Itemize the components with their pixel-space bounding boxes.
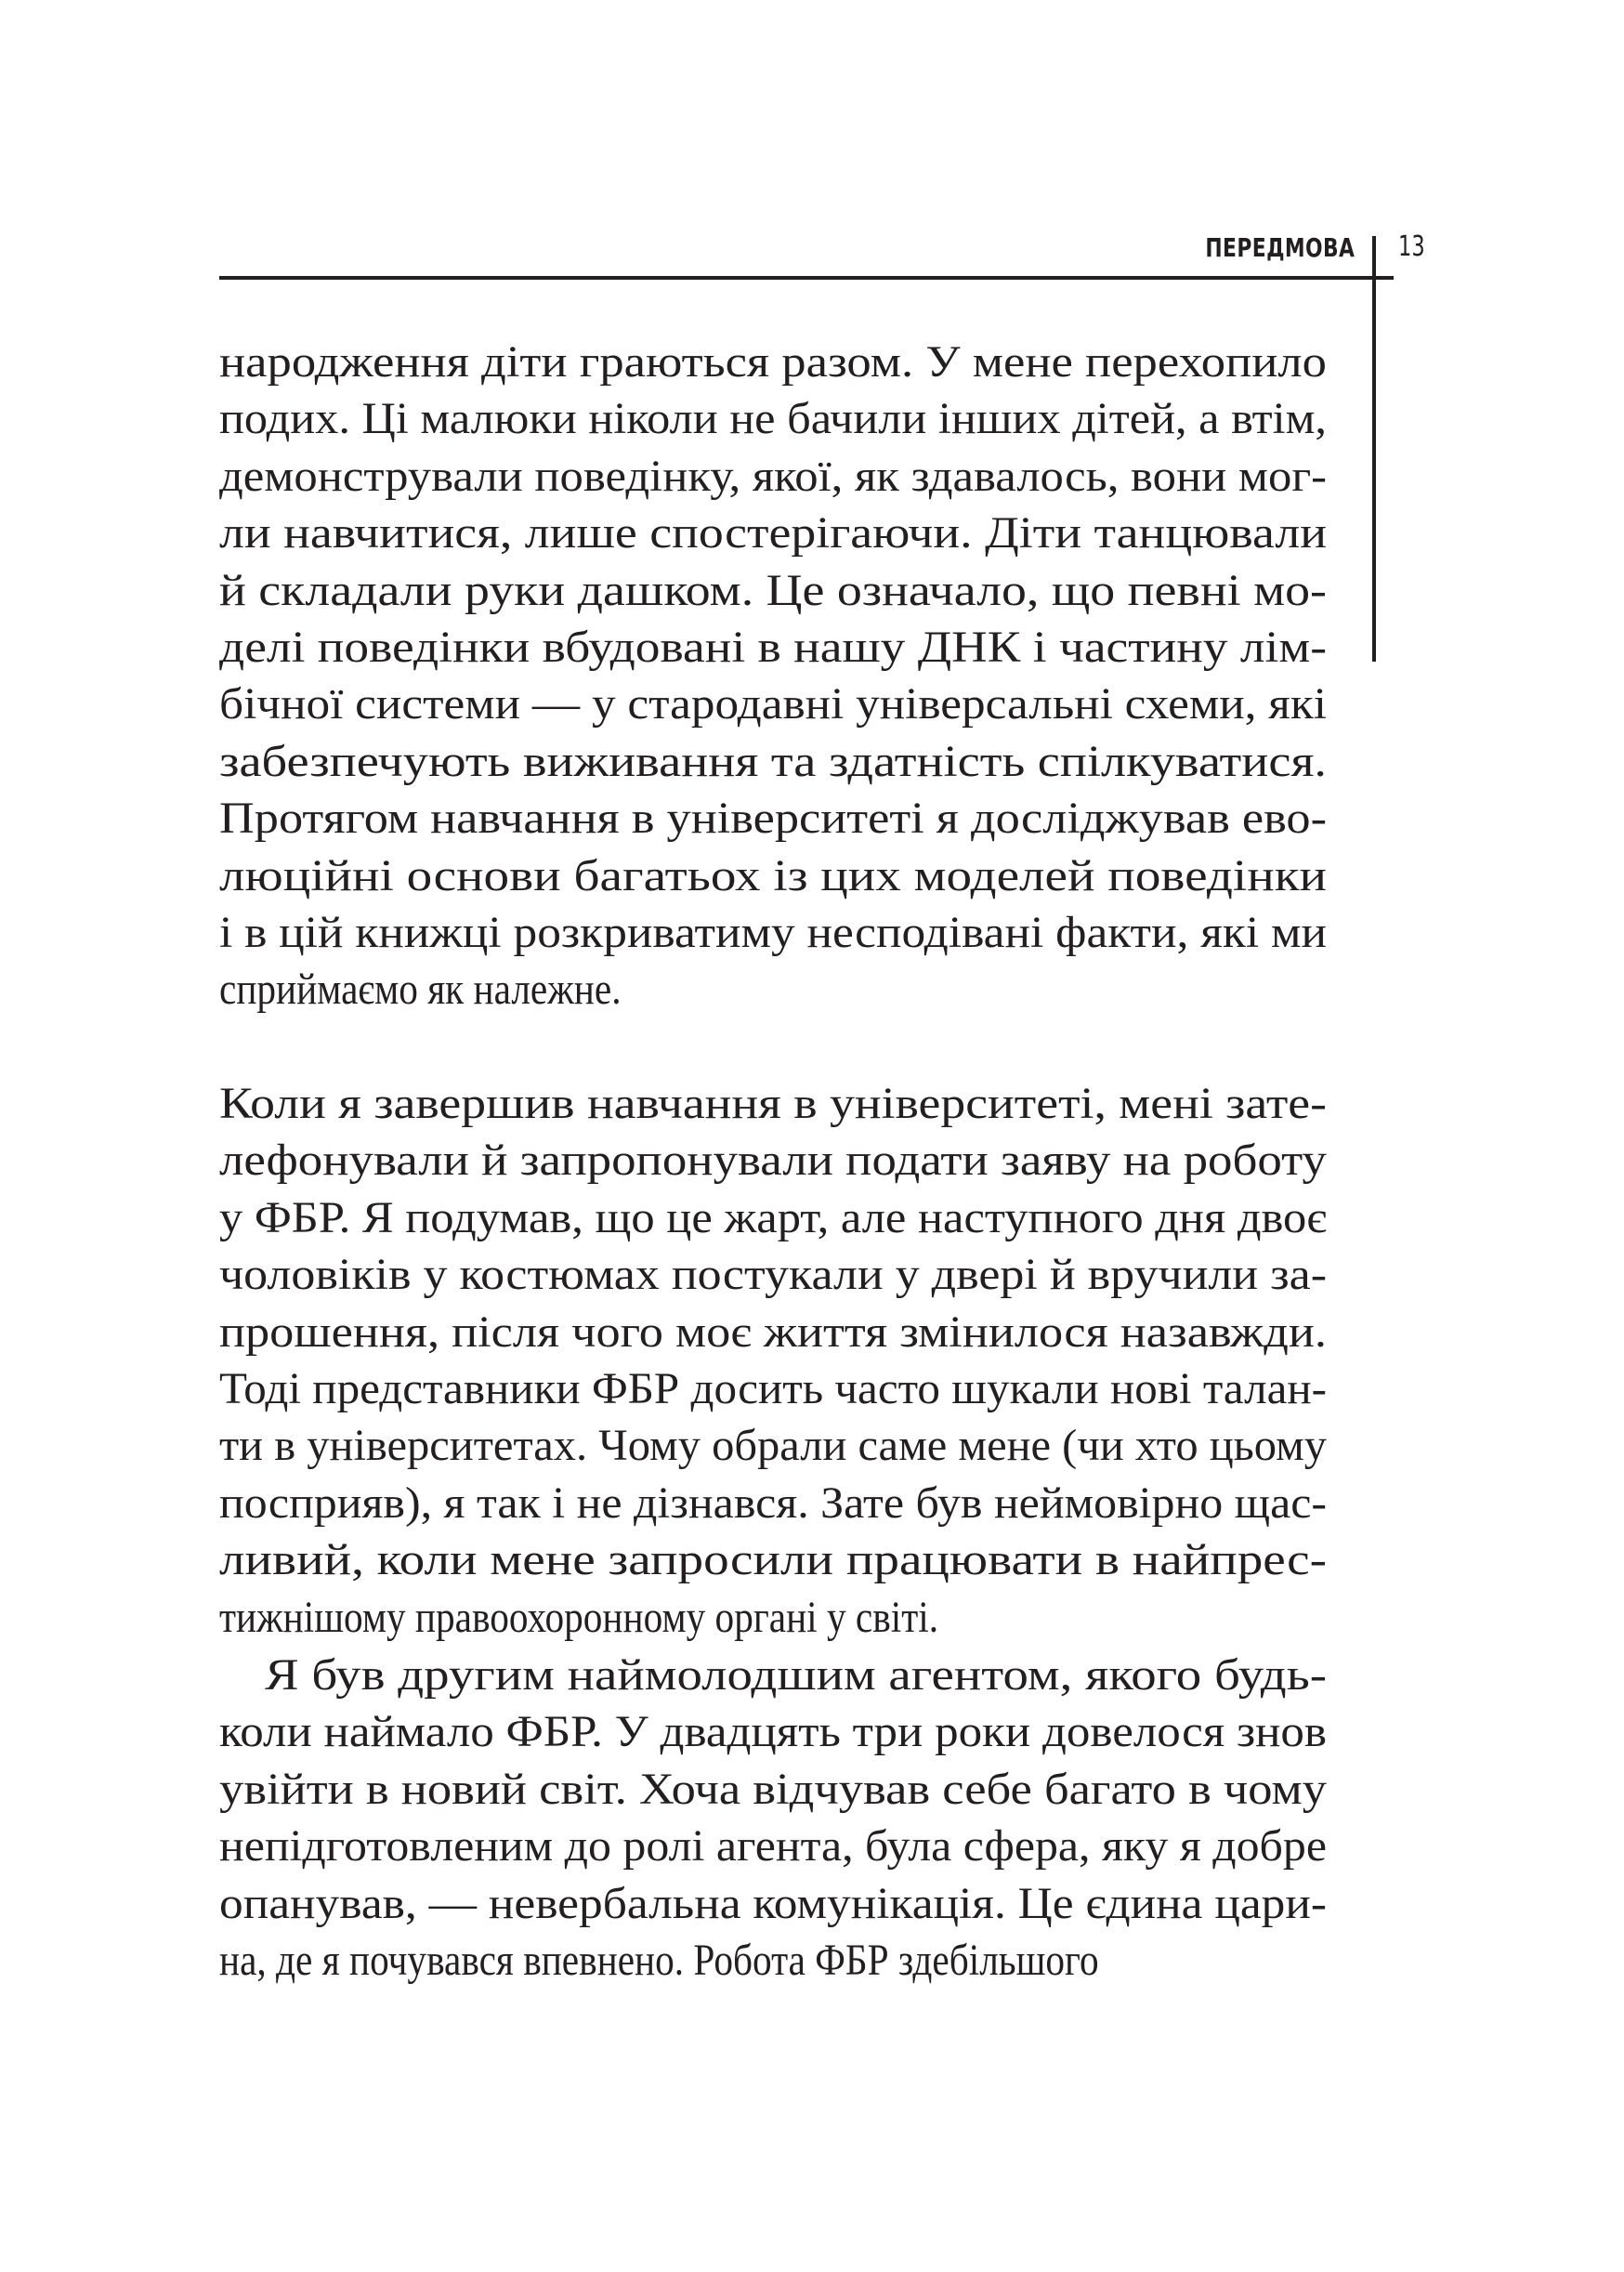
text-line: ливий, коли мене запросили працювати в найпрес- <box>219 1535 1327 1585</box>
running-head-section-title: ПЕРЕДМОВА <box>1205 232 1355 263</box>
text-line: народження діти граються разом. У мене перехопило <box>219 337 1327 387</box>
text-line: Протягом навчання в університеті я досліджував ево- <box>219 794 1327 844</box>
text-line: посприяв), я так і не дізнався. Зате був неймовірно щас- <box>219 1477 1327 1528</box>
text-line: ти в університетах. Чому обрали саме мене (чи хто цьому <box>219 1421 1327 1471</box>
text-line: й складали руки дашком. Це означало, що певні мо- <box>219 565 1327 615</box>
text-line: Тоді представники ФБР досить часто шукали нові талан- <box>219 1364 1327 1413</box>
text-line: прошення, після чого моє життя змінилося назавжди. <box>219 1307 1327 1357</box>
text-line: Коли я завершив навчання в університеті, мені зате- <box>219 1079 1327 1128</box>
text-line: люційні основи багатьох із цих моделей поведінки <box>219 850 1327 900</box>
text-line: ли навчитися, лише спостерігаючи. Діти танцювали <box>219 508 1327 558</box>
text-line: бічної системи — у стародавні універсальні схеми, які <box>219 679 1327 729</box>
text-line: сприймаємо як належне. <box>219 965 622 1015</box>
text-line: тижнішому правоохоронному органі у світі. <box>219 1592 939 1642</box>
text-line: чоловіків у костюмах постукали у двері й вручили за- <box>219 1250 1327 1300</box>
header-vertical-rule <box>1372 236 1376 662</box>
text-line: на, де я почувався впевнено. Робота ФБР здебільшого <box>219 1936 1099 1985</box>
text-line: забезпечують виживання та здатність спілкуватися. <box>219 736 1327 786</box>
text-line: коли наймало ФБР. У двадцять три роки довелося знов <box>219 1707 1327 1757</box>
header-rule <box>219 276 1394 280</box>
text-line: Я був другим наймолодшим агентом, якого будь- <box>265 1650 1327 1700</box>
text-line: непідготовленим до ролі агента, була сфера, яку я добре <box>219 1821 1327 1871</box>
text-line: подих. Ці малюки ніколи не бачили інших дітей, а втім, <box>219 394 1327 444</box>
text-line: і в цій книжці розкриватиму несподівані факти, які ми <box>219 908 1327 957</box>
text-line: у ФБР. Я подумав, що це жарт, але наступного дня двоє <box>219 1192 1327 1242</box>
text-line: лефонували й запропонували подати заяву на роботу <box>219 1136 1327 1186</box>
text-line: делі поведінки вбудовані в нашу ДНК і частину лім- <box>219 623 1327 672</box>
text-line: демонстрували поведінку, якої, як здавалось, вони мог- <box>219 451 1327 501</box>
text-line: увійти в новий світ. Хоча відчував себе багато в чому <box>219 1764 1327 1814</box>
text-line: опанував, — невербальна комунікація. Це єдина цари- <box>219 1878 1327 1928</box>
page-number: 13 <box>1398 230 1425 263</box>
